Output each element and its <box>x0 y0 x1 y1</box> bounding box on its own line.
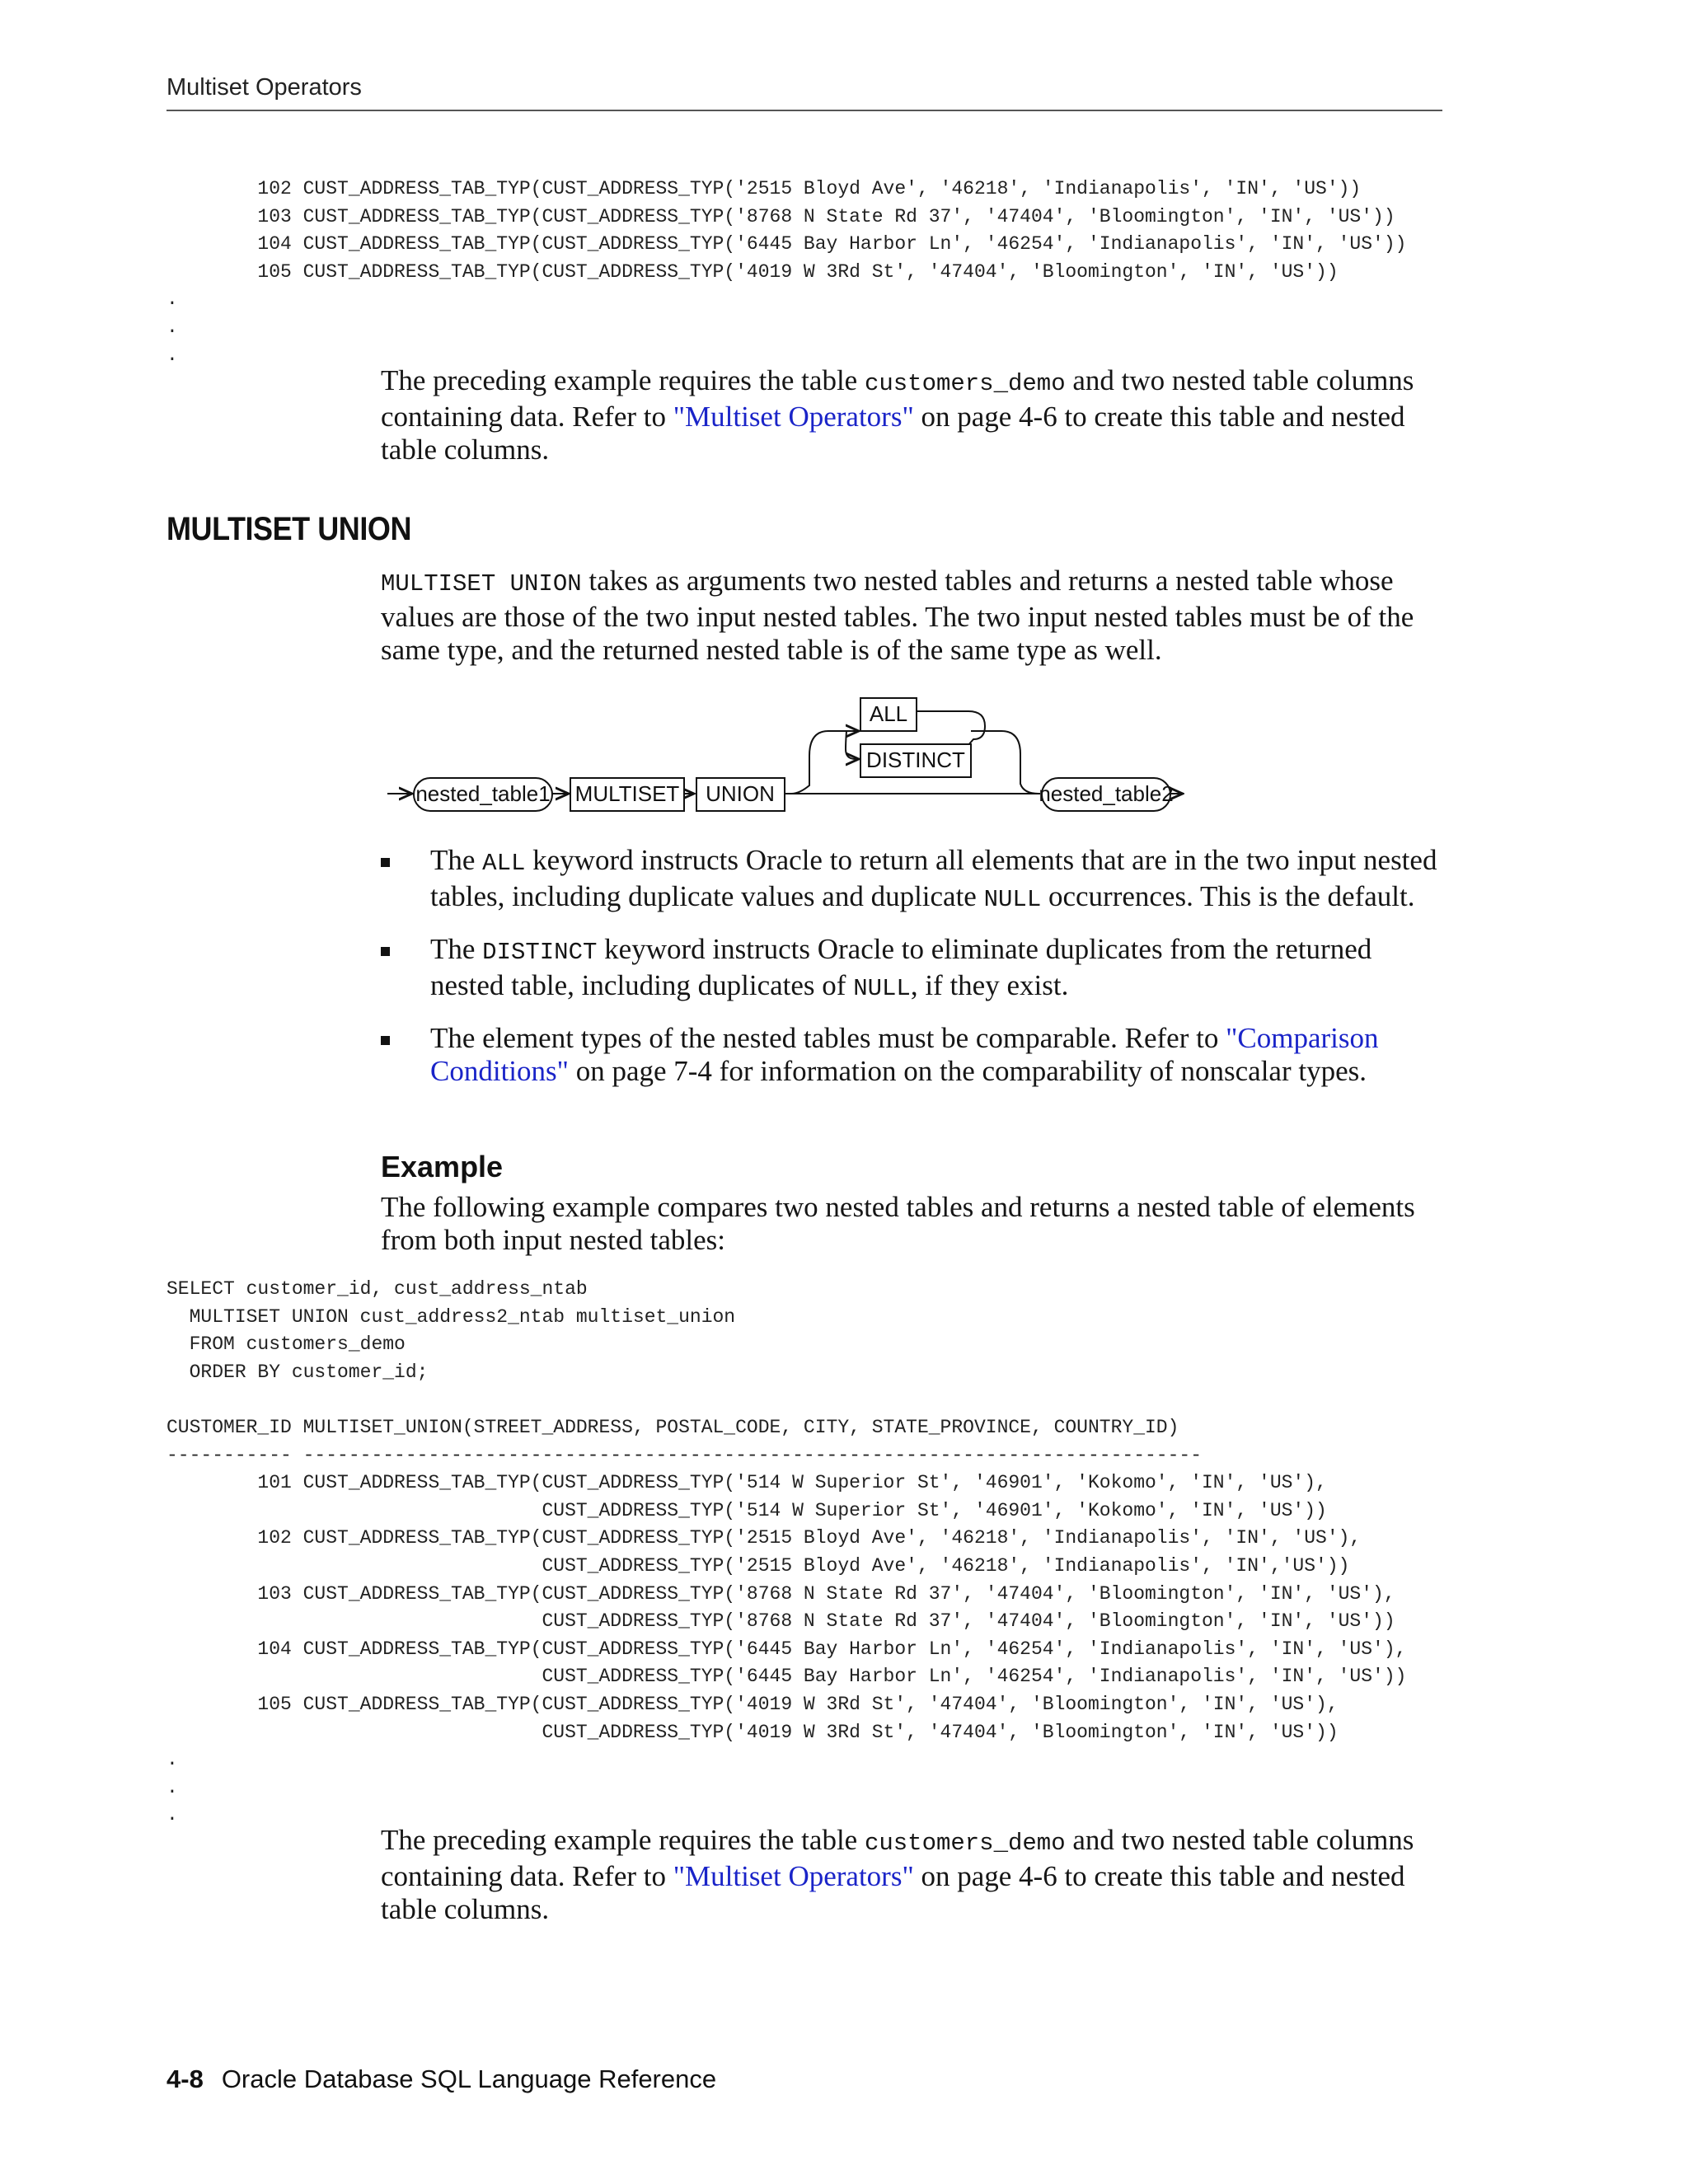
page-header <box>166 74 1442 111</box>
inline-code-null: NULL <box>853 975 911 1002</box>
bullet-text: The <box>430 844 483 876</box>
bullet-distinct <box>381 933 1444 1005</box>
bullet-text: keyword instructs Oracle to eliminate duplicates from the returned nested table, including duplicates of <box>430 933 1372 1001</box>
section-title: MULTISET UNION <box>166 511 412 547</box>
bullet-all <box>381 844 1444 916</box>
bullet-list <box>381 844 1444 1104</box>
diagram-branch-line <box>971 731 1039 794</box>
note-paragraph-2 <box>381 1824 1444 1926</box>
note-text-3: on page 4-6 to create this table and nested table columns. <box>381 401 1405 466</box>
bullet-marker <box>381 858 390 867</box>
bullet-marker <box>381 1036 390 1045</box>
diagram-branch-line <box>846 731 859 759</box>
diagram-branch-line <box>917 711 985 746</box>
inline-code-table: customers_demo <box>864 370 1066 397</box>
note-text-1: The preceding example requires the table <box>381 1824 865 1856</box>
example-heading: Example <box>381 1150 504 1183</box>
bullet-text: keyword instructs Oracle to return all elements that are in the two input nested tables, including duplicate values and duplicate <box>430 844 1437 912</box>
note-text-3: on page 4-6 to create this table and nested table columns. <box>381 1860 1405 1925</box>
bullet-text: The <box>430 933 483 965</box>
nested-table1-label: nested_table1 <box>415 781 551 806</box>
running-header-title: Multiset Operators <box>166 74 362 101</box>
inline-code-distinct: DISTINCT <box>482 939 598 966</box>
book-title: Oracle Database SQL Language Reference <box>221 2064 717 2093</box>
page-footer <box>166 2064 716 2094</box>
comparison-conditions-link[interactable]: "Comparison Conditions" <box>430 1022 1379 1087</box>
multiset-operators-link[interactable]: "Multiset Operators" <box>673 401 914 433</box>
multiset-label: MULTISET <box>574 781 680 806</box>
inline-code-multiset-union: MULTISET UNION <box>381 570 582 598</box>
bullet-text: occurrences. This is the default. <box>1041 880 1415 912</box>
intro-text: takes as arguments two nested tables and returns a nested table whose values are those of the two input nested tables. The two input nested tables must be of the same type, and the returned nested table is of the same type as well. <box>381 565 1414 666</box>
bullet-comparable <box>381 1022 1444 1088</box>
all-label: ALL <box>869 701 908 726</box>
distinct-label: DISTINCT <box>866 748 965 772</box>
intro-paragraph <box>381 565 1444 667</box>
inline-code-table: customers_demo <box>864 1830 1066 1857</box>
bullet-text: on page 7-4 for information on the comparability of nonscalar types. <box>568 1055 1367 1087</box>
example-description: The following example compares two nested tables and returns a nested table of elements from both input nested tables: <box>381 1191 1415 1256</box>
union-label: UNION <box>706 781 775 806</box>
nested-table2-label: nested_table2 <box>1039 781 1174 806</box>
page-number: 4-8 <box>166 2064 204 2093</box>
note-text-1: The preceding example requires the table <box>381 364 865 396</box>
note-text-2: and two nested table columns containing data. Refer to <box>381 1824 1414 1892</box>
note-text-2: and two nested table columns containing data. Refer to <box>381 364 1414 433</box>
syntax-diagram <box>379 688 1212 820</box>
code-block-output: 102 CUST_ADDRESS_TAB_TYP(CUST_ADDRESS_TYP('2515 Bloyd Ave', '46218', 'Indianapolis', 'IN', 'US')) 103 CUST_ADDRESS_TAB_TYP(CUST_ADDRESS_TYP('8768 N State Rd 37', '47404', 'Bloomington', 'IN', 'US')) 104 CUST_ADDRESS_TAB_TYP(CUST_ADDRESS_TYP('6445 Bay Harbor Ln', '46254', 'Indianapolis', 'IN', 'US')) 105 CUST_ADDRESS_TAB_TYP(CUST_ADDRESS_TYP('4019 W 3Rd St', '47404', 'Bloomington', 'IN', 'US')) . . . <box>166 178 1407 366</box>
multiset-operators-link[interactable]: "Multiset Operators" <box>673 1860 914 1892</box>
note-paragraph <box>381 364 1444 466</box>
inline-code-all: ALL <box>482 850 526 877</box>
diagram-branch-line <box>791 731 859 794</box>
bullet-text: The element types of the nested tables must be comparable. Refer to <box>430 1022 1226 1054</box>
inline-code-null: NULL <box>983 886 1042 913</box>
code-block-example: SELECT customer_id, cust_address_ntab MULTISET UNION cust_address2_ntab multiset_union FROM customers_demo ORDER BY customer_id; CUSTOMER_ID MULTISET_UNION(STREET_ADDRESS, POSTAL_CODE, CITY, STATE_PROVINCE, COUNTRY_ID) ----------- ------------------------------------------------------------------------------- 101 CUST_ADDRESS_TAB_TYP(CUST_ADDRESS_TYP('514 W Superior St', '46901', 'Kokomo', 'IN', 'US'), CUST_ADDRESS_TYP('514 W Superior St', '46901', 'Kokomo', 'IN', 'US')) 102 CUST_ADDRESS_TAB_TYP(CUST_ADDRESS_TYP('2515 Bloyd Ave', '46218', 'Indianapolis', 'IN', 'US'), CUST_ADDRESS_TYP('2515 Bloyd Ave', '46218', 'Indianapolis', 'IN','US')) 103 CUST_ADDRESS_TAB_TYP(CUST_ADDRESS_TYP('8768 N State Rd 37', '47404', 'Bloomington', 'IN', 'US'), CUST_ADDRESS_TYP('8768 N State Rd 37', '47404', 'Bloomington', 'IN', 'US')) 104 CUST_ADDRESS_TAB_TYP(CUST_ADDRESS_TYP('6445 Bay Harbor Ln', '46254', 'Indianapolis', 'IN', 'US'), CUST_ADDRESS_TYP('6445 Bay Harbor Ln', '46254', 'Indianapolis', 'IN', 'US')) 105 CUST_ADDRESS_TAB_TYP(CUST_ADDRESS_TYP('4019 W 3Rd St', '47404', 'Bloomington', 'IN', 'US'), CUST_ADDRESS_TYP('4019 W 3Rd St', '47404', 'Bloomington', 'IN', 'US')) . . . <box>166 1278 1407 1826</box>
bullet-marker <box>381 947 390 956</box>
bullet-text: , if they exist. <box>910 969 1069 1001</box>
